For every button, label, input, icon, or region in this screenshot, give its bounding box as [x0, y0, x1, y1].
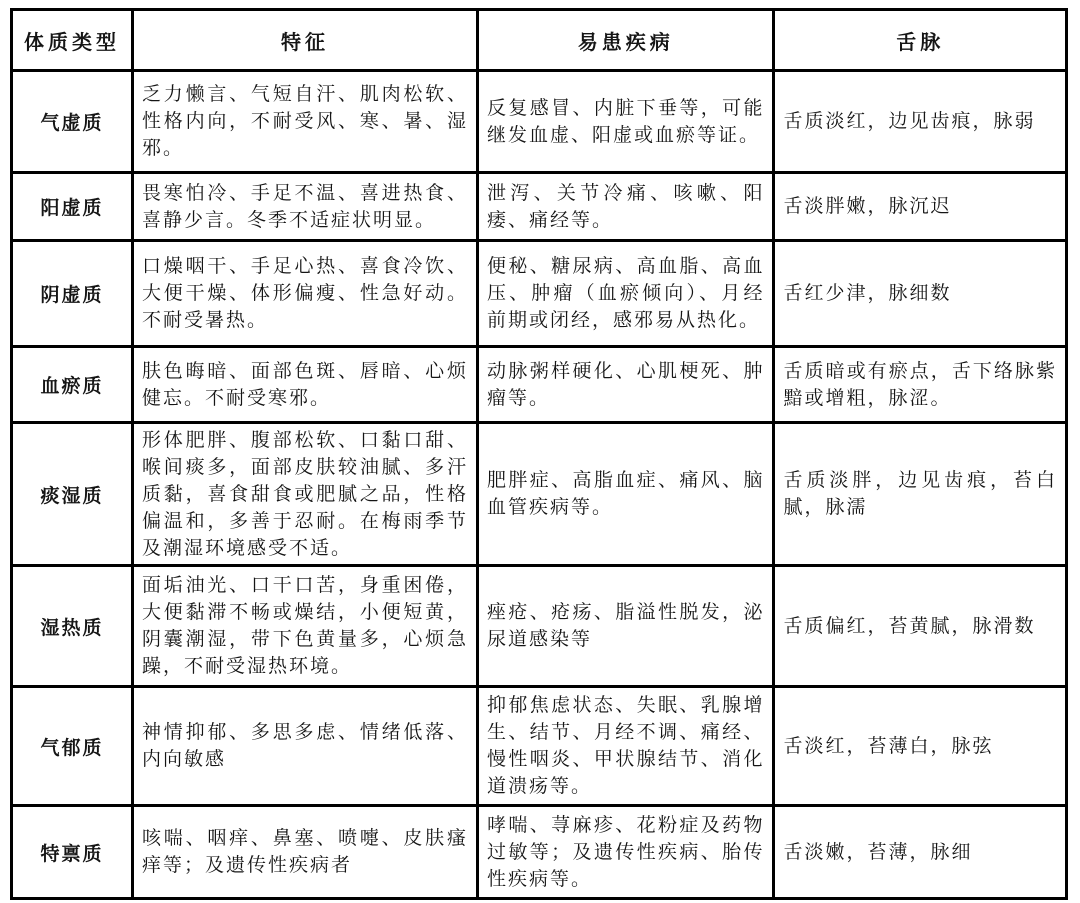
features-cell: 神情抑郁、多思多虑、情绪低落、内向敏感 [133, 687, 478, 806]
column-header-tongue-pulse: 舌脉 [774, 10, 1067, 71]
constitution-type-cell: 血瘀质 [12, 347, 133, 423]
table-row [12, 173, 1067, 241]
tongue-pulse-cell: 舌质淡胖，边见齿痕，苔白腻，脉濡 [774, 423, 1067, 566]
diseases-cell: 动脉粥样硬化、心肌梗死、肿瘤等。 [477, 347, 774, 423]
table-row [12, 347, 1067, 423]
features-cell: 咳喘、咽痒、鼻塞、喷嚏、皮肤瘙痒等；及遗传性疾病者 [133, 806, 478, 899]
column-header-type: 体质类型 [12, 10, 133, 71]
tongue-pulse-cell: 舌质暗或有瘀点，舌下络脉紫黯或增粗，脉涩。 [774, 347, 1067, 423]
table-row [12, 687, 1067, 806]
table-row [12, 806, 1067, 899]
tongue-pulse-cell: 舌红少津，脉细数 [774, 241, 1067, 347]
constitution-type-cell: 湿热质 [12, 566, 133, 687]
table-body [12, 71, 1067, 899]
table-header [12, 10, 1067, 71]
table-row [12, 241, 1067, 347]
constitution-type-cell: 阴虚质 [12, 241, 133, 347]
header-row [12, 10, 1067, 71]
constitution-type-cell: 气虚质 [12, 71, 133, 173]
tongue-pulse-cell: 舌淡红，苔薄白，脉弦 [774, 687, 1067, 806]
features-cell: 乏力懒言、气短自汗、肌肉松软、性格内向，不耐受风、寒、暑、湿邪。 [133, 71, 478, 173]
diseases-cell: 肥胖症、高脂血症、痛风、脑血管疾病等。 [477, 423, 774, 566]
diseases-cell: 痤疮、疮疡、脂溢性脱发，泌尿道感染等 [477, 566, 774, 687]
diseases-cell: 泄泻、关节冷痛、咳嗽、阳痿、痛经等。 [477, 173, 774, 241]
column-header-diseases: 易患疾病 [477, 10, 774, 71]
constitution-type-cell: 特禀质 [12, 806, 133, 899]
diseases-cell: 便秘、糖尿病、高血脂、高血压、肿瘤（血瘀倾向）、月经前期或闭经，感邪易从热化。 [477, 241, 774, 347]
features-cell: 形体肥胖、腹部松软、口黏口甜、喉间痰多，面部皮肤较油腻、多汗质黏，喜食甜食或肥腻之品，性格偏温和，多善于忍耐。在梅雨季节及潮湿环境感受不适。 [133, 423, 478, 566]
constitution-type-cell: 痰湿质 [12, 423, 133, 566]
table-row [12, 423, 1067, 566]
constitution-table [10, 8, 1068, 900]
column-header-features: 特征 [133, 10, 478, 71]
diseases-cell: 哮喘、荨麻疹、花粉症及药物过敏等；及遗传性疾病、胎传性疾病等。 [477, 806, 774, 899]
diseases-cell: 抑郁焦虑状态、失眠、乳腺增生、结节、月经不调、痛经、慢性咽炎、甲状腺结节、消化道溃疡等。 [477, 687, 774, 806]
constitution-type-cell: 阳虚质 [12, 173, 133, 241]
tongue-pulse-cell: 舌质淡红，边见齿痕，脉弱 [774, 71, 1067, 173]
features-cell: 面垢油光、口干口苦，身重困倦，大便黏滞不畅或燥结，小便短黄，阴囊潮湿，带下色黄量多，心烦急躁，不耐受湿热环境。 [133, 566, 478, 687]
table-row [12, 71, 1067, 173]
diseases-cell: 反复感冒、内脏下垂等，可能继发血虚、阳虚或血瘀等证。 [477, 71, 774, 173]
features-cell: 畏寒怕冷、手足不温、喜进热食、喜静少言。冬季不适症状明显。 [133, 173, 478, 241]
tongue-pulse-cell: 舌淡胖嫩，脉沉迟 [774, 173, 1067, 241]
tongue-pulse-cell: 舌淡嫩，苔薄，脉细 [774, 806, 1067, 899]
features-cell: 口燥咽干、手足心热、喜食冷饮、大便干燥、体形偏瘦、性急好动。不耐受暑热。 [133, 241, 478, 347]
table-row [12, 566, 1067, 687]
tongue-pulse-cell: 舌质偏红，苔黄腻，脉滑数 [774, 566, 1067, 687]
constitution-type-cell: 气郁质 [12, 687, 133, 806]
features-cell: 肤色晦暗、面部色斑、唇暗、心烦健忘。不耐受寒邪。 [133, 347, 478, 423]
